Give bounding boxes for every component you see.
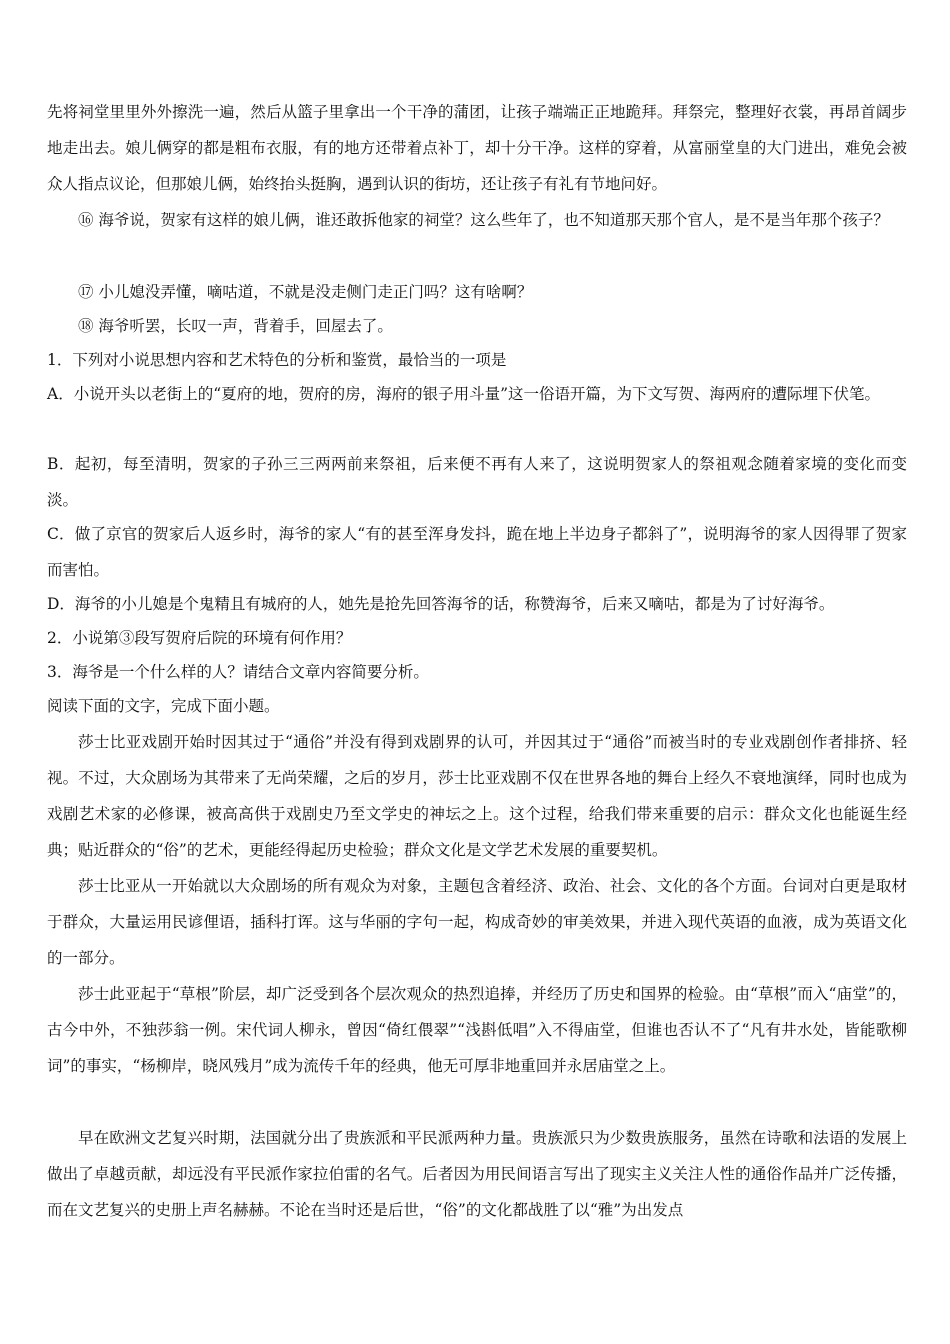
reading-paragraph-3: 莎士此亚起于“草根”阶层，却广泛受到各个层次观众的热烈追捧，并经历了历史和国界的检验。由“草根”而入“庙堂”的，古今中外，不独莎翁一例。宋代词人柳永，曾因“倚红偎翠”“浅斟低唱”入不得庙堂，但谁也否认不了“凡有井水处，皆能歌柳词”的事实，“杨柳岸，晓风残月”成为流传千年的经典，他无可厚非地重回并永居庙堂之上。: [47, 985, 907, 1075]
story-paragraph-16: ⑯ 海爷说，贺家有这样的娘儿俩，谁还敢拆他家的祠堂？这么些年了，也不知道那天那个官人，是不是当年那个孩子？: [78, 211, 889, 229]
question-2: 2．小说第③段写贺府后院的环境有何作用？: [47, 629, 352, 647]
reading-instruction: 阅读下面的文字，完成下面小题。: [47, 697, 280, 715]
question-1-option-a: A．小说开头以老街上的“夏府的地，贺府的房，海府的银子用斗量”这一俗语开篇，为下文写贺、海两府的遭际埋下伏笔。: [47, 385, 881, 403]
question-1-option-b: B．起初，每至清明，贺家的子孙三三两两前来祭祖，后来便不再有人来了，这说明贺家人的祭祖观念随着家境的变化而变淡。: [47, 455, 907, 509]
story-paragraph-18: ⑱ 海爷听罢，长叹一声，背着手，回屋去了。: [78, 317, 393, 335]
question-1-option-d: D．海爷的小儿媳是个鬼精且有城府的人，她先是抢先回答海爷的话，称赞海爷，后来又嘀咕，都是为了讨好海爷。: [47, 595, 835, 613]
reading-paragraph-4: 早在欧洲文艺复兴时期，法国就分出了贵族派和平民派两种力量。贵族派只为少数贵族服务，虽然在诗歌和法语的发展上做出了卓越贡献，却远没有平民派作家拉伯雷的名气。后者因为用民间语言写出了现实主义关注人性的通俗作品并广泛传播，而在文艺复兴的史册上声名赫赫。不论在当时还是后世，“俗”的文化都战胜了以“雅”为出发点: [47, 1129, 907, 1219]
reading-paragraph-1: 莎士比亚戏剧开始时因其过于“通俗”并没有得到戏剧界的认可，并因其过于“通俗”而被当时的专业戏剧创作者排挤、轻视。不过，大众剧场为其带来了无尚荣耀，之后的岁月，莎士比亚戏剧不仅在世界各地的舞台上经久不衰地演绎，同时也成为戏剧艺术家的必修课，被高高供于戏剧史乃至文学史的神坛之上。这个过程，给我们带来重要的启示：群众文化也能诞生经典；贴近群众的“俗”的艺术，更能经得起历史检验；群众文化是文学艺术发展的重要契机。: [47, 733, 907, 859]
question-3: 3．海爷是一个什么样的人？请结合文章内容简要分析。: [47, 663, 429, 681]
question-1-option-c: C．做了京官的贺家后人返乡时，海爷的家人“有的甚至浑身发抖，跪在地上半边身子都斜了”，说明海爷的家人因得罪了贺家而害怕。: [47, 525, 907, 579]
reading-paragraph-2: 莎士比亚从一开始就以大众剧场的所有观众为对象，主题包含着经济、政治、社会、文化的各个方面。台词对白更是取材于群众，大量运用民谚俚语，插科打诨。这与华丽的字句一起，构成奇妙的审美效果，并进入现代英语的血液，成为英语文化的一部分。: [47, 877, 907, 967]
story-paragraph-15-continued: 先将祠堂里里外外擦洗一遍，然后从篮子里拿出一个干净的蒲团，让孩子端端正正地跪拜。拜祭完，整理好衣裳，再昂首阔步地走出去。娘儿俩穿的都是粗布衣服，有的地方还带着点补丁，却十分干净。这样的穿着，从富丽堂皇的大门进出，难免会被众人指点议论，但那娘儿俩，始终抬头挺胸，遇到认识的街坊，还让孩子有礼有节地问好。: [47, 103, 907, 193]
story-paragraph-17: ⑰ 小儿媳没弄懂，嘀咕道，不就是没走侧门走正门吗？这有啥啊？: [78, 283, 533, 301]
question-1-stem: 1．下列对小说思想内容和艺术特色的分析和鉴赏，最恰当的一项是: [47, 351, 507, 369]
